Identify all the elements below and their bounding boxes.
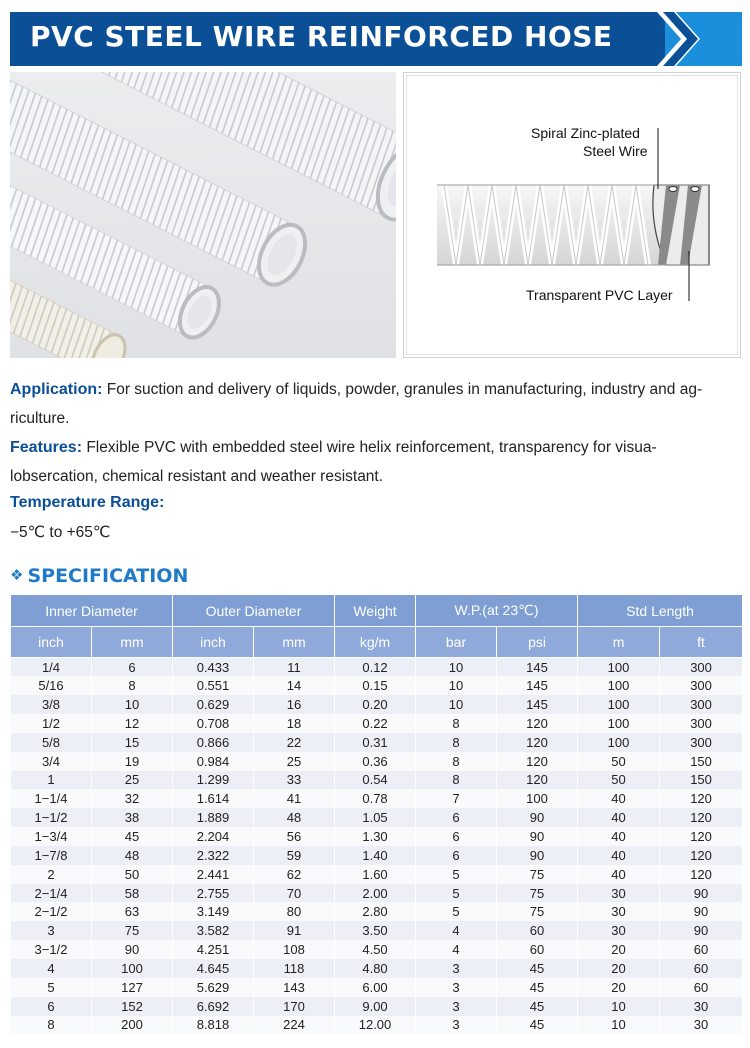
table-cell: 8.818 <box>173 1016 254 1035</box>
table-cell: 1.614 <box>173 789 254 808</box>
table-cell: 4 <box>416 940 497 959</box>
specification-title: SPECIFICATION <box>27 565 189 587</box>
table-cell: 3 <box>416 997 497 1016</box>
table-row <box>11 940 743 959</box>
table-cell: 12.00 <box>335 1016 416 1035</box>
table-cell: 32 <box>92 789 173 808</box>
table-cell: 14 <box>254 676 335 695</box>
wire-label-line2: Steel Wire <box>583 143 648 159</box>
table-cell: 145 <box>497 695 578 714</box>
table-cell: 3.149 <box>173 902 254 921</box>
table-cell: 2−1/4 <box>11 884 92 903</box>
table-cell: 90 <box>497 808 578 827</box>
hose-cutaway-illustration <box>404 73 742 359</box>
table-cell: 10 <box>578 997 660 1016</box>
table-cell: 1 <box>11 771 92 790</box>
header-working-pressure: W.P.(at 23℃) <box>416 595 578 627</box>
header-outer-diameter: Outer Diameter <box>173 595 335 627</box>
table-cell: 1−3/4 <box>11 827 92 846</box>
table-cell: 5/16 <box>11 676 92 695</box>
table-cell: 60 <box>660 978 743 997</box>
table-cell: 120 <box>660 827 743 846</box>
table-cell: 58 <box>92 884 173 903</box>
table-cell: 90 <box>660 884 743 903</box>
table-cell: 75 <box>497 884 578 903</box>
table-cell: 91 <box>254 921 335 940</box>
table-cell: 1−7/8 <box>11 846 92 865</box>
table-cell: 3 <box>416 959 497 978</box>
table-group-header-row <box>11 595 743 627</box>
table-cell: 30 <box>578 902 660 921</box>
table-cell: 75 <box>92 921 173 940</box>
temperature-value: −5℃ to +65℃ <box>10 524 111 541</box>
table-cell: 40 <box>578 808 660 827</box>
table-row <box>11 808 743 827</box>
table-cell: 59 <box>254 846 335 865</box>
table-cell: 90 <box>660 921 743 940</box>
table-cell: 3 <box>11 921 92 940</box>
table-cell: 6 <box>11 997 92 1016</box>
table-cell: 75 <box>497 865 578 884</box>
table-cell: 150 <box>660 752 743 771</box>
table-cell: 22 <box>254 733 335 752</box>
table-cell: 300 <box>660 676 743 695</box>
table-cell: 6.00 <box>335 978 416 997</box>
table-row <box>11 733 743 752</box>
application-text: For suction and delivery of liquids, powder, granules in manufacturing, industry and ag-riculture. <box>10 381 703 427</box>
features-label: Features: <box>10 439 83 456</box>
table-cell: 120 <box>497 752 578 771</box>
table-cell: 0.708 <box>173 714 254 733</box>
table-cell: 1−1/4 <box>11 789 92 808</box>
pvc-layer-label: Transparent PVC Layer <box>526 287 673 303</box>
specification-heading <box>10 565 188 587</box>
table-cell: 30 <box>660 1016 743 1035</box>
table-cell: 0.20 <box>335 695 416 714</box>
table-cell: 8 <box>416 733 497 752</box>
table-cell: 11 <box>254 658 335 677</box>
table-cell: 60 <box>660 940 743 959</box>
table-cell: 8 <box>416 771 497 790</box>
table-cell: 6 <box>416 846 497 865</box>
table-cell: 75 <box>497 902 578 921</box>
table-cell: 6 <box>416 808 497 827</box>
table-cell: 100 <box>578 676 660 695</box>
table-cell: 0.31 <box>335 733 416 752</box>
table-cell: 2 <box>11 865 92 884</box>
table-cell: 145 <box>497 676 578 695</box>
header-inner-diameter: Inner Diameter <box>11 595 173 627</box>
table-cell: 9.00 <box>335 997 416 1016</box>
table-cell: 3−1/2 <box>11 940 92 959</box>
table-cell: 0.78 <box>335 789 416 808</box>
table-cell: 300 <box>660 733 743 752</box>
table-cell: 120 <box>497 714 578 733</box>
table-cell: 2.322 <box>173 846 254 865</box>
table-cell: 1.40 <box>335 846 416 865</box>
table-cell: 40 <box>578 789 660 808</box>
table-cell: 100 <box>578 714 660 733</box>
table-cell: 18 <box>254 714 335 733</box>
table-cell: 224 <box>254 1016 335 1035</box>
table-cell: 0.36 <box>335 752 416 771</box>
table-cell: 1−1/2 <box>11 808 92 827</box>
table-cell: 25 <box>92 771 173 790</box>
table-cell: 62 <box>254 865 335 884</box>
table-cell: 2.00 <box>335 884 416 903</box>
table-cell: 120 <box>660 789 743 808</box>
table-cell: 56 <box>254 827 335 846</box>
table-cell: 150 <box>660 771 743 790</box>
table-cell: 100 <box>497 789 578 808</box>
table-cell: 45 <box>497 978 578 997</box>
table-cell: 4 <box>11 959 92 978</box>
table-cell: 4.50 <box>335 940 416 959</box>
table-cell: 7 <box>416 789 497 808</box>
table-cell: 0.629 <box>173 695 254 714</box>
table-cell: 0.12 <box>335 658 416 677</box>
table-cell: 1/4 <box>11 658 92 677</box>
table-cell: 300 <box>660 695 743 714</box>
table-cell: 0.433 <box>173 658 254 677</box>
table-cell: 40 <box>578 846 660 865</box>
table-cell: 2.204 <box>173 827 254 846</box>
table-body <box>11 658 743 1035</box>
unit-header: inch <box>173 627 254 658</box>
table-row <box>11 884 743 903</box>
table-row <box>11 676 743 695</box>
unit-header: inch <box>11 627 92 658</box>
table-cell: 2.755 <box>173 884 254 903</box>
table-cell: 2.441 <box>173 865 254 884</box>
table-cell: 5/8 <box>11 733 92 752</box>
table-cell: 19 <box>92 752 173 771</box>
table-row <box>11 658 743 677</box>
table-cell: 40 <box>578 827 660 846</box>
table-cell: 3.50 <box>335 921 416 940</box>
table-cell: 48 <box>254 808 335 827</box>
table-cell: 3.582 <box>173 921 254 940</box>
table-row <box>11 902 743 921</box>
table-cell: 120 <box>497 771 578 790</box>
table-row <box>11 827 743 846</box>
table-cell: 300 <box>660 658 743 677</box>
table-cell: 5 <box>11 978 92 997</box>
table-cell: 30 <box>578 921 660 940</box>
table-cell: 4.80 <box>335 959 416 978</box>
table-cell: 1.60 <box>335 865 416 884</box>
wire-label-line1: Spiral Zinc-plated <box>531 125 640 141</box>
table-row <box>11 978 743 997</box>
table-cell: 4.251 <box>173 940 254 959</box>
table-cell: 45 <box>497 997 578 1016</box>
table-cell: 6 <box>416 827 497 846</box>
table-cell: 60 <box>497 940 578 959</box>
diamond-bullet-icon: ❖ <box>10 566 24 584</box>
table-cell: 118 <box>254 959 335 978</box>
table-cell: 33 <box>254 771 335 790</box>
table-cell: 41 <box>254 789 335 808</box>
table-cell: 70 <box>254 884 335 903</box>
page-title: PVC STEEL WIRE REINFORCED HOSE <box>30 20 613 53</box>
table-cell: 0.22 <box>335 714 416 733</box>
table-cell: 12 <box>92 714 173 733</box>
temperature-label: Temperature Range: <box>10 494 165 511</box>
table-cell: 200 <box>92 1016 173 1035</box>
table-cell: 38 <box>92 808 173 827</box>
table-cell: 8 <box>11 1016 92 1035</box>
table-cell: 48 <box>92 846 173 865</box>
table-cell: 25 <box>254 752 335 771</box>
table-row <box>11 921 743 940</box>
table-cell: 3 <box>416 978 497 997</box>
header-std-length: Std Length <box>578 595 743 627</box>
table-row <box>11 846 743 865</box>
table-cell: 1.05 <box>335 808 416 827</box>
table-cell: 16 <box>254 695 335 714</box>
table-cell: 90 <box>92 940 173 959</box>
table-cell: 60 <box>660 959 743 978</box>
table-cell: 50 <box>578 752 660 771</box>
table-cell: 4.645 <box>173 959 254 978</box>
table-cell: 10 <box>92 695 173 714</box>
table-row <box>11 865 743 884</box>
table-cell: 2.80 <box>335 902 416 921</box>
table-unit-header-row <box>11 627 743 658</box>
table-cell: 8 <box>416 752 497 771</box>
table-cell: 120 <box>660 865 743 884</box>
table-row <box>11 771 743 790</box>
table-cell: 5 <box>416 884 497 903</box>
features-paragraph <box>10 433 740 491</box>
table-cell: 10 <box>416 658 497 677</box>
table-cell: 3/8 <box>11 695 92 714</box>
table-cell: 127 <box>92 978 173 997</box>
table-cell: 120 <box>660 846 743 865</box>
table-row <box>11 752 743 771</box>
table-cell: 120 <box>660 808 743 827</box>
unit-header: m <box>578 627 660 658</box>
table-cell: 45 <box>497 959 578 978</box>
header-weight: Weight <box>335 595 416 627</box>
table-cell: 6.692 <box>173 997 254 1016</box>
table-row <box>11 1016 743 1035</box>
table-cell: 1.30 <box>335 827 416 846</box>
table-cell: 0.54 <box>335 771 416 790</box>
unit-header: ft <box>660 627 743 658</box>
table-cell: 152 <box>92 997 173 1016</box>
table-cell: 3/4 <box>11 752 92 771</box>
unit-header: mm <box>92 627 173 658</box>
table-cell: 8 <box>92 676 173 695</box>
unit-header: mm <box>254 627 335 658</box>
features-text: Flexible PVC with embedded steel wire helix reinforcement, transparency for visua-lobsercation, chemical resistant and weather resistant. <box>10 439 657 485</box>
table-cell: 5 <box>416 865 497 884</box>
table-cell: 5 <box>416 902 497 921</box>
table-cell: 90 <box>497 846 578 865</box>
table-cell: 45 <box>92 827 173 846</box>
table-row <box>11 714 743 733</box>
table-cell: 90 <box>497 827 578 846</box>
unit-header: kg/m <box>335 627 416 658</box>
table-cell: 6 <box>92 658 173 677</box>
table-cell: 0.15 <box>335 676 416 695</box>
unit-header: bar <box>416 627 497 658</box>
table-cell: 143 <box>254 978 335 997</box>
table-cell: 20 <box>578 959 660 978</box>
table-cell: 100 <box>578 733 660 752</box>
table-cell: 1.889 <box>173 808 254 827</box>
product-photo <box>10 72 396 358</box>
table-cell: 20 <box>578 940 660 959</box>
table-cell: 90 <box>660 902 743 921</box>
table-cell: 10 <box>578 1016 660 1035</box>
table-cell: 40 <box>578 865 660 884</box>
table-cell: 30 <box>660 997 743 1016</box>
table-cell: 0.551 <box>173 676 254 695</box>
table-cell: 120 <box>497 733 578 752</box>
table-cell: 10 <box>416 695 497 714</box>
specification-table <box>10 594 743 1034</box>
table-cell: 10 <box>416 676 497 695</box>
table-cell: 0.866 <box>173 733 254 752</box>
table-cell: 15 <box>92 733 173 752</box>
table-cell: 300 <box>660 714 743 733</box>
table-cell: 145 <box>497 658 578 677</box>
table-cell: 50 <box>92 865 173 884</box>
table-cell: 8 <box>416 714 497 733</box>
table-row <box>11 789 743 808</box>
table-row <box>11 997 743 1016</box>
table-cell: 0.984 <box>173 752 254 771</box>
application-paragraph <box>10 375 740 433</box>
table-cell: 1/2 <box>11 714 92 733</box>
table-cell: 100 <box>578 658 660 677</box>
application-label: Application: <box>10 381 103 398</box>
table-cell: 63 <box>92 902 173 921</box>
table-cell: 5.629 <box>173 978 254 997</box>
table-cell: 80 <box>254 902 335 921</box>
table-cell: 3 <box>416 1016 497 1035</box>
table-cell: 20 <box>578 978 660 997</box>
table-cell: 100 <box>578 695 660 714</box>
hose-cutaway-diagram <box>403 72 741 358</box>
table-cell: 1.299 <box>173 771 254 790</box>
table-cell: 4 <box>416 921 497 940</box>
table-cell: 100 <box>92 959 173 978</box>
header-banner <box>10 12 742 66</box>
table-cell: 60 <box>497 921 578 940</box>
unit-header: psi <box>497 627 578 658</box>
table-cell: 170 <box>254 997 335 1016</box>
table-row <box>11 695 743 714</box>
table-cell: 2−1/2 <box>11 902 92 921</box>
table-cell: 45 <box>497 1016 578 1035</box>
table-cell: 30 <box>578 884 660 903</box>
table-cell: 50 <box>578 771 660 790</box>
table-row <box>11 959 743 978</box>
table-cell: 108 <box>254 940 335 959</box>
